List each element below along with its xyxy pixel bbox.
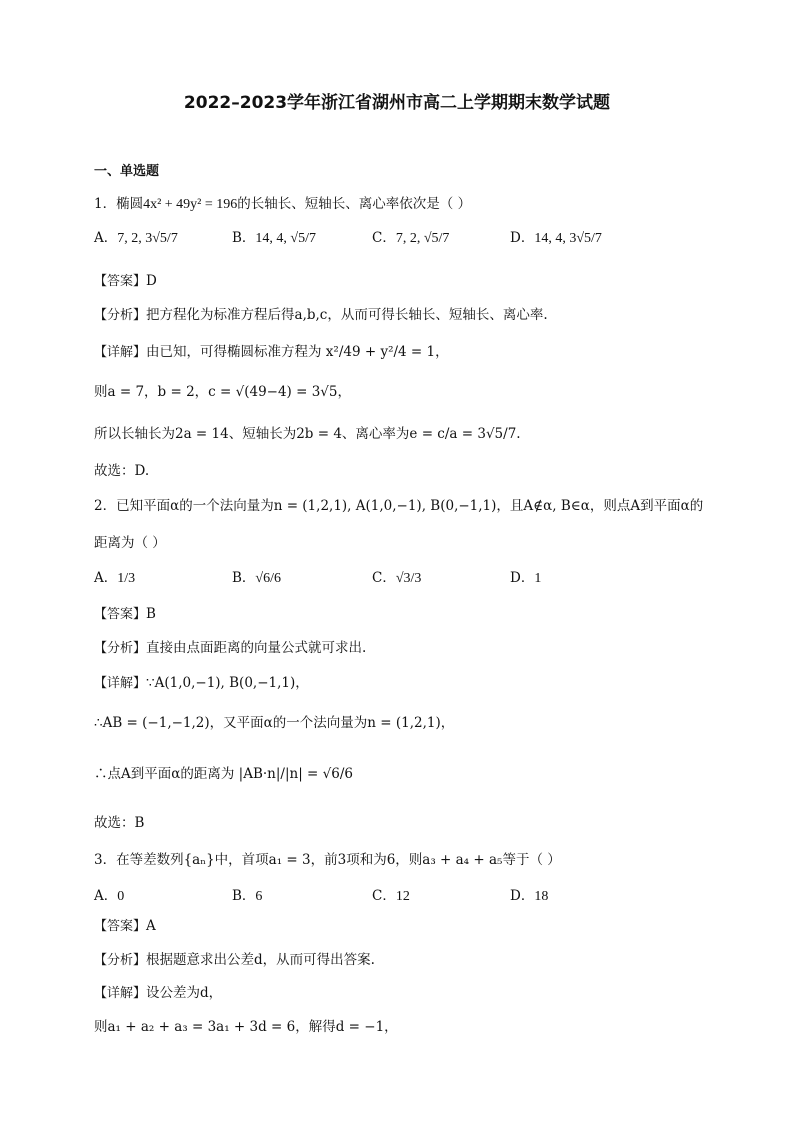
q1-stem-equation: 4x² + 49y² = 196: [143, 197, 238, 212]
q3-answer: [94, 915, 156, 934]
analysis-tag: 【分析】: [94, 953, 147, 968]
q1-detail-1: [94, 340, 449, 360]
detail-tag: 【详解】: [94, 676, 147, 691]
q2-stem-line-1: 2．已知平面α的一个法向量为n = (1,2,1), A(1,0,−1), B(0,−1,1)，且A∉α, B∈α，则点A到平面α的: [94, 498, 704, 514]
q2-option-b: [232, 566, 281, 587]
q2-option-d: [510, 566, 541, 587]
detail-text: 由已知，可得椭圆标准方程为 x²/49 + y²/4 = 1，: [146, 344, 449, 360]
analysis-tag: 【分析】: [94, 641, 147, 656]
q2-conclusion: 故选：B: [94, 815, 145, 831]
option-label: D．: [510, 888, 535, 904]
option-label: B．: [232, 888, 256, 904]
q3-analysis: [94, 948, 375, 968]
q1-stem-pre: 1．椭圆: [94, 196, 144, 212]
q2-option-c: [372, 566, 421, 587]
detail-tag: 【详解】: [94, 986, 147, 1001]
option-text: 7, 2, √5/7: [395, 231, 450, 246]
analysis-tag: 【分析】: [94, 308, 147, 323]
q1-option-b: [232, 226, 316, 247]
option-text: 0: [117, 889, 125, 904]
option-text: 18: [534, 889, 549, 904]
q2-detail-2: ∴AB = (−1,−1,2)，又平面α的一个法向量为n = (1,2,1)，: [94, 715, 455, 731]
q3-option-c: [372, 884, 410, 905]
q3-stem: 3．在等差数列{aₙ}中，首项a₁ = 3，前3项和为6，则a₃ + a₄ + a₅等于（ ）: [94, 852, 561, 868]
answer-value: D: [146, 273, 157, 289]
q1-analysis: [94, 303, 548, 323]
option-text: 6: [255, 889, 263, 904]
q1-option-a: [94, 226, 178, 247]
answer-value: A: [146, 918, 156, 934]
detail-text: 设公差为d，: [146, 985, 223, 1001]
analysis-text: 直接由点面距离的向量公式就可求出.: [146, 640, 367, 656]
option-text: 14, 4, √5/7: [255, 231, 316, 246]
detail-tag: 【详解】: [94, 345, 147, 360]
analysis-text: 根据题意求出公差d，从而可得出答案.: [146, 952, 375, 968]
q1-option-c: [372, 226, 449, 247]
option-text: √3/3: [395, 571, 422, 586]
section-heading: 一、单选题: [94, 164, 160, 179]
q2-detail-1: [94, 671, 309, 691]
q2-detail-3: ∴点A到平面α的距离为 |AB·n|/|n| = √6/6: [94, 766, 353, 782]
option-label: C．: [372, 888, 396, 904]
option-label: D．: [510, 570, 535, 586]
q1-option-d: [510, 226, 602, 247]
q2-option-a: [94, 566, 135, 587]
q1-answer: [94, 270, 157, 289]
option-text: 12: [395, 889, 410, 904]
detail-text: ∵A(1,0,−1), B(0,−1,1)，: [146, 675, 309, 691]
option-text: 1/3: [117, 571, 136, 586]
option-label: B．: [232, 230, 256, 246]
answer-value: B: [146, 606, 156, 622]
q1-detail-3: 所以长轴长为2a = 14、短轴长为2b = 4、离心率为e = c/a = 3√5/7.: [94, 426, 521, 442]
answer-tag: 【答案】: [94, 274, 147, 289]
q1-stem-post: 的长轴长、短轴长、离心率依次是（ ）: [237, 196, 472, 212]
q2-answer: [94, 603, 156, 622]
answer-tag: 【答案】: [94, 919, 147, 934]
q2-analysis: [94, 636, 366, 656]
option-text: √6/6: [255, 571, 281, 586]
page-title: 2022–2023学年浙江省湖州市高二上学期期末数学试题: [183, 93, 611, 113]
q3-detail-2: 则a₁ + a₂ + a₃ = 3a₁ + 3d = 6，解得d = −1，: [94, 1019, 398, 1035]
option-label: D．: [510, 230, 535, 246]
q3-detail-1: [94, 981, 222, 1001]
option-text: 7, 2, 3√5/7: [117, 231, 178, 246]
q1-stem: [94, 192, 471, 213]
option-label: A．: [94, 888, 118, 904]
q3-option-d: [510, 884, 548, 905]
option-text: 14, 4, 3√5/7: [534, 231, 602, 246]
option-label: C．: [372, 570, 396, 586]
answer-tag: 【答案】: [94, 607, 147, 622]
q1-conclusion: 故选：D.: [94, 463, 150, 479]
option-text: 1: [534, 571, 542, 586]
option-label: B．: [232, 570, 256, 586]
q2-stem-line-2: 距离为（ ）: [94, 535, 166, 551]
q1-detail-2: 则a = 7，b = 2，c = √(49−4) = 3√5，: [94, 384, 352, 400]
option-label: A．: [94, 570, 118, 586]
q3-option-a: [94, 884, 124, 905]
option-label: A．: [94, 230, 118, 246]
analysis-text: 把方程化为标准方程后得a,b,c，从而可得长轴长、短轴长、离心率.: [146, 307, 548, 323]
option-label: C．: [372, 230, 396, 246]
q3-option-b: [232, 884, 262, 905]
